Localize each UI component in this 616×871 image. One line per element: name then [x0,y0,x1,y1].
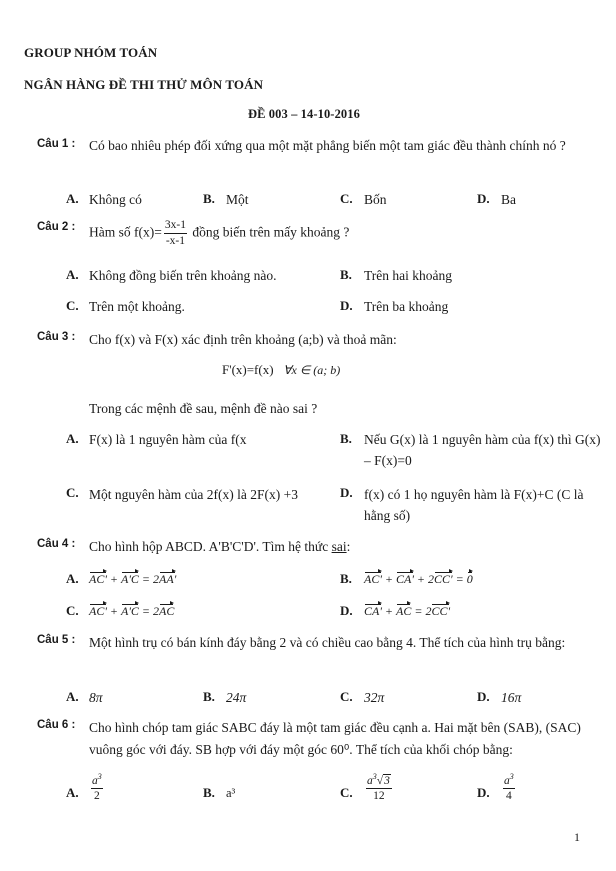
q2-option-d: Trên ba khoảng [364,299,449,314]
q5-label-c: C. [340,689,353,704]
question-5-text: Một hình trụ có bán kính đáy bằng 2 và có chiều cao bằng 4. Thể tích của hình trụ bằng: [89,635,566,650]
q2-option-a: Không đồng biến trên khoảng nào. [89,268,277,283]
exam-title: ĐỀ 003 – 14-10-2016 [248,107,360,121]
q6-option-a-denominator: 2 [94,790,100,803]
q1-label-c: C. [340,191,353,206]
q2-option-c: Trên một khoảng. [89,299,185,314]
q2-text-pre: Hàm số f(x)= [89,224,162,240]
q3-option-c: Một nguyên hàm của 2f(x) là 2F(x) +3 [89,487,298,502]
q6-option-d [501,773,517,803]
q6-option-c-denominator: 12 [373,790,385,803]
question-1-text: Có bao nhiêu phép đối xứng qua một mặt phẳng biến một tam giác đều thành chính nó ? [89,138,566,153]
q1-option-b: Một [226,192,249,207]
q3-question: Trong các mệnh đề sau, mệnh đề nào sai ? [89,401,318,416]
q2-fraction-denominator: -x-1 [165,234,185,247]
q2-fraction [164,220,187,247]
q5-option-b: 24π [226,690,247,705]
q6-option-c-fraction: $\frac{a^3√3}{12}$ [367,772,390,803]
q2-label-b: B. [340,267,352,282]
q6-label-a: A. [66,785,79,800]
q6-label-d: D. [477,785,490,800]
q4-label-a: A. [66,571,79,586]
q5-option-a: 8π [89,690,103,705]
q4-option-b-formula: AC' + CA' + 2CC' = 0 [364,572,473,586]
question-1-number: Câu 1 : [37,138,76,150]
q2-text-post: đồng biến trên mấy khoảng ? [188,224,350,240]
q1-label-b: B. [203,191,215,206]
q6-option-b: a³ [226,786,236,800]
question-6-text: Cho hình chóp tam giác SABC đáy là một tam giác đều cạnh a. Hai mặt bên (SAB), (SAC) vuông góc với đáy. SB hợp với đáy một góc 60⁰. Thể tích của khối chóp bằng: [89,720,581,757]
q5-option-d: 16π [501,690,522,705]
q1-option-d: Ba [501,192,516,207]
q3-option-d: f(x) có 1 họ nguyên hàm là F(x)+C (C là hằng số) [364,487,584,523]
question-3-text: Cho f(x) và F(x) xác định trên khoảng (a;b) và thoả mãn: [89,332,397,347]
question-2-text [89,220,349,247]
q5-label-d: D. [477,689,490,704]
q6-option-a [89,773,105,803]
q3-label-a: A. [66,431,79,446]
q4-option-c-formula: AC' + A'C = 2AC [89,604,175,618]
page-number: 1 [574,830,580,844]
q4-text-pre: Cho hình hộp ABCD. A'B'C'D'. Tìm hệ thức [89,539,332,554]
q2-option-b: Trên hai khoảng [364,268,452,283]
q1-label-a: A. [66,191,79,206]
q4-text-underlined: sai [331,539,347,554]
question-4-number: Câu 4 : [37,538,76,550]
q2-label-d: D. [340,298,353,313]
question-2-number: Câu 2 : [37,221,76,233]
question-6-number: Câu 6 : [37,719,76,731]
q3-label-c: C. [66,485,79,500]
q6-label-b: B. [203,785,215,800]
question-4-text [89,536,350,558]
q6-option-c [364,773,394,803]
q6-option-a-fraction: $\frac{a^3}{2}$ [92,772,102,803]
q2-fraction-numerator: 3x-1 [164,220,187,234]
q3-option-a: F(x) là 1 nguyên hàm của f(x [89,432,247,447]
q3-label-d: D. [340,485,353,500]
q4-text-post: : [346,539,351,554]
q4-label-d: D. [340,603,353,618]
q6-option-d-fraction: $\frac{a^3}{4}$ [504,772,514,803]
question-3-number: Câu 3 : [37,331,76,343]
question-5-number: Câu 5 : [37,634,76,646]
group-header: GROUP NHÓM TOÁN [24,45,158,60]
q4-option-d-formula: CA' + AC = 2CC' [364,604,451,618]
q4-option-a-formula: AC' + A'C = 2AA' [89,572,177,586]
q1-option-a: Không có [89,192,142,207]
q4-label-b: B. [340,571,352,586]
q3-option-b: Nếu G(x) là 1 nguyên hàm của f(x) thì G(x) – F(x)=0 [364,432,601,468]
q3-formula-left: F'(x)=f(x) [222,362,274,377]
q5-option-c: 32π [364,690,385,705]
q6-label-c: C. [340,785,353,800]
q3-formula [222,362,340,378]
q1-option-c: Bốn [364,192,387,207]
q2-label-a: A. [66,267,79,282]
q6-option-d-denominator: 4 [506,790,512,803]
bank-header: NGÂN HÀNG ĐỀ THI THỬ MÔN TOÁN [24,77,264,92]
q4-label-c: C. [66,603,79,618]
q3-label-b: B. [340,431,352,446]
q3-formula-right: ∀x ∈ (a; b) [283,363,341,377]
q1-label-d: D. [477,191,490,206]
q2-label-c: C. [66,298,79,313]
q5-label-b: B. [203,689,215,704]
q5-label-a: A. [66,689,79,704]
